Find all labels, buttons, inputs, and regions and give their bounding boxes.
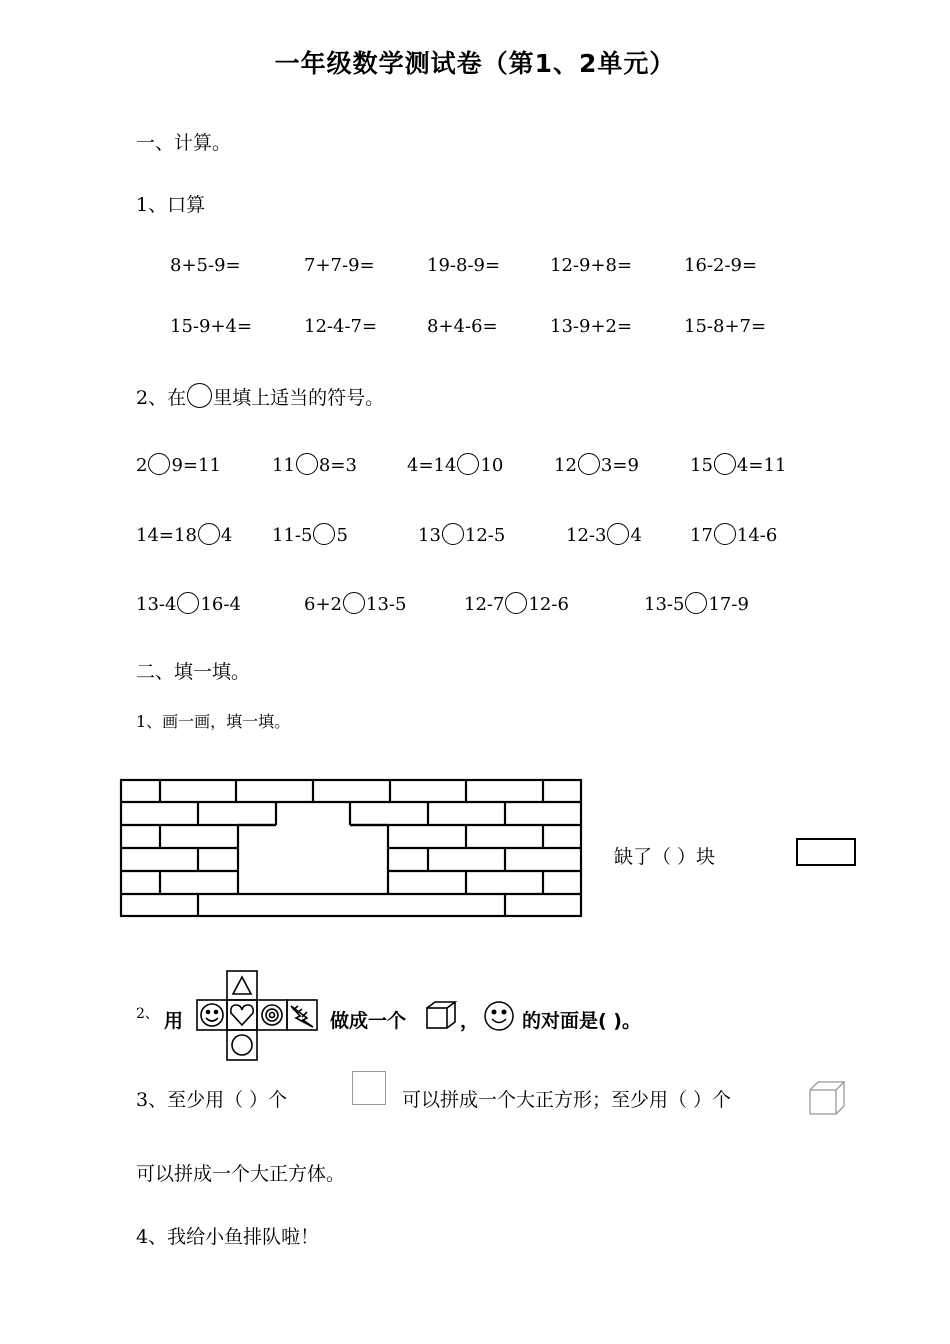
compare-problem: 2 9=11 [136, 455, 221, 476]
q2-make-text: 做成一个 [330, 1010, 407, 1032]
q4-label: 4、我给小鱼排队啦！ [136, 1226, 320, 1248]
cube-icon [424, 1000, 458, 1030]
missing-bricks-text: 缺了（ ）块 [614, 846, 716, 868]
compare-problem: 12-7 12-6 [464, 594, 569, 615]
oral-problem: 13-9+2= [550, 316, 633, 337]
compare-problem: 13 12-5 [418, 525, 506, 546]
compare-problem: 11 8=3 [272, 455, 357, 476]
q2-suffix: 里填上适当的符号。 [213, 387, 385, 409]
q3-part3: 可以拼成一个大正方体。 [136, 1163, 346, 1185]
answer-circle[interactable] [714, 453, 736, 475]
oral-problem: 12-9+8= [550, 255, 633, 276]
oral-problem: 19-8-9= [427, 255, 501, 276]
compare-problem: 12 3=9 [554, 455, 639, 476]
compare-problem: 15 4=11 [690, 455, 787, 476]
q2-prefix: 2、在 [136, 387, 187, 409]
oral-problem: 16-2-9= [684, 255, 758, 276]
q1-label: 1、口算 [136, 194, 206, 216]
brick-wall-figure [118, 778, 584, 920]
oral-problem: 12-4-7= [304, 316, 378, 337]
oral-problem: 15-8+7= [684, 316, 767, 337]
compare-problem: 4=14 10 [407, 455, 504, 476]
q1-fill-label: 1、画一画，填一填。 [136, 712, 291, 731]
answer-circle[interactable] [685, 592, 707, 614]
answer-circle[interactable] [313, 523, 335, 545]
section1-heading: 一、计算。 [136, 132, 232, 154]
answer-circle[interactable] [198, 523, 220, 545]
q2-label [136, 383, 384, 410]
square-icon [352, 1071, 386, 1105]
brick-icon [796, 838, 856, 866]
oral-problem: 8+5-9= [170, 255, 241, 276]
q2-number: 2、 [136, 1006, 159, 1022]
compare-problem: 12-3 4 [566, 525, 642, 546]
answer-circle[interactable] [457, 453, 479, 475]
triangle-icon [233, 977, 251, 994]
answer-circle[interactable] [343, 592, 365, 614]
answer-circle[interactable] [607, 523, 629, 545]
answer-circle[interactable] [714, 523, 736, 545]
circle-icon [187, 383, 212, 408]
q3-part1: 3、至少用（ ）个 [136, 1089, 288, 1111]
compare-problem: 13-4 16-4 [136, 594, 241, 615]
compare-problem: 14=18 4 [136, 525, 233, 546]
compare-problem: 13-5 17-9 [644, 594, 749, 615]
q2-comma: ， [460, 1010, 480, 1032]
oral-problem: 8+4-6= [427, 316, 498, 337]
q2-use-text: 用 [164, 1010, 184, 1032]
cube-net-figure [194, 968, 324, 1064]
answer-circle[interactable] [177, 592, 199, 614]
compare-problem: 6+2 13-5 [304, 594, 407, 615]
compare-problem: 11-5 5 [272, 525, 348, 546]
small-cube-icon [808, 1080, 846, 1116]
answer-circle[interactable] [578, 453, 600, 475]
answer-circle[interactable] [148, 453, 170, 475]
answer-circle[interactable] [505, 592, 527, 614]
q3-part2: 可以拼成一个大正方形；至少用（ ）个 [402, 1089, 732, 1111]
compare-problem: 17 14-6 [690, 525, 778, 546]
page-title: 一年级数学测试卷（第1、2单元） [274, 49, 676, 78]
oral-problem: 15-9+4= [170, 316, 253, 337]
answer-circle[interactable] [296, 453, 318, 475]
section2-heading: 二、填一填。 [136, 661, 251, 683]
smiley-icon [482, 999, 516, 1033]
answer-circle[interactable] [442, 523, 464, 545]
q2-opposite-text: 的对面是( )。 [522, 1010, 641, 1032]
oral-problem: 7+7-9= [304, 255, 375, 276]
